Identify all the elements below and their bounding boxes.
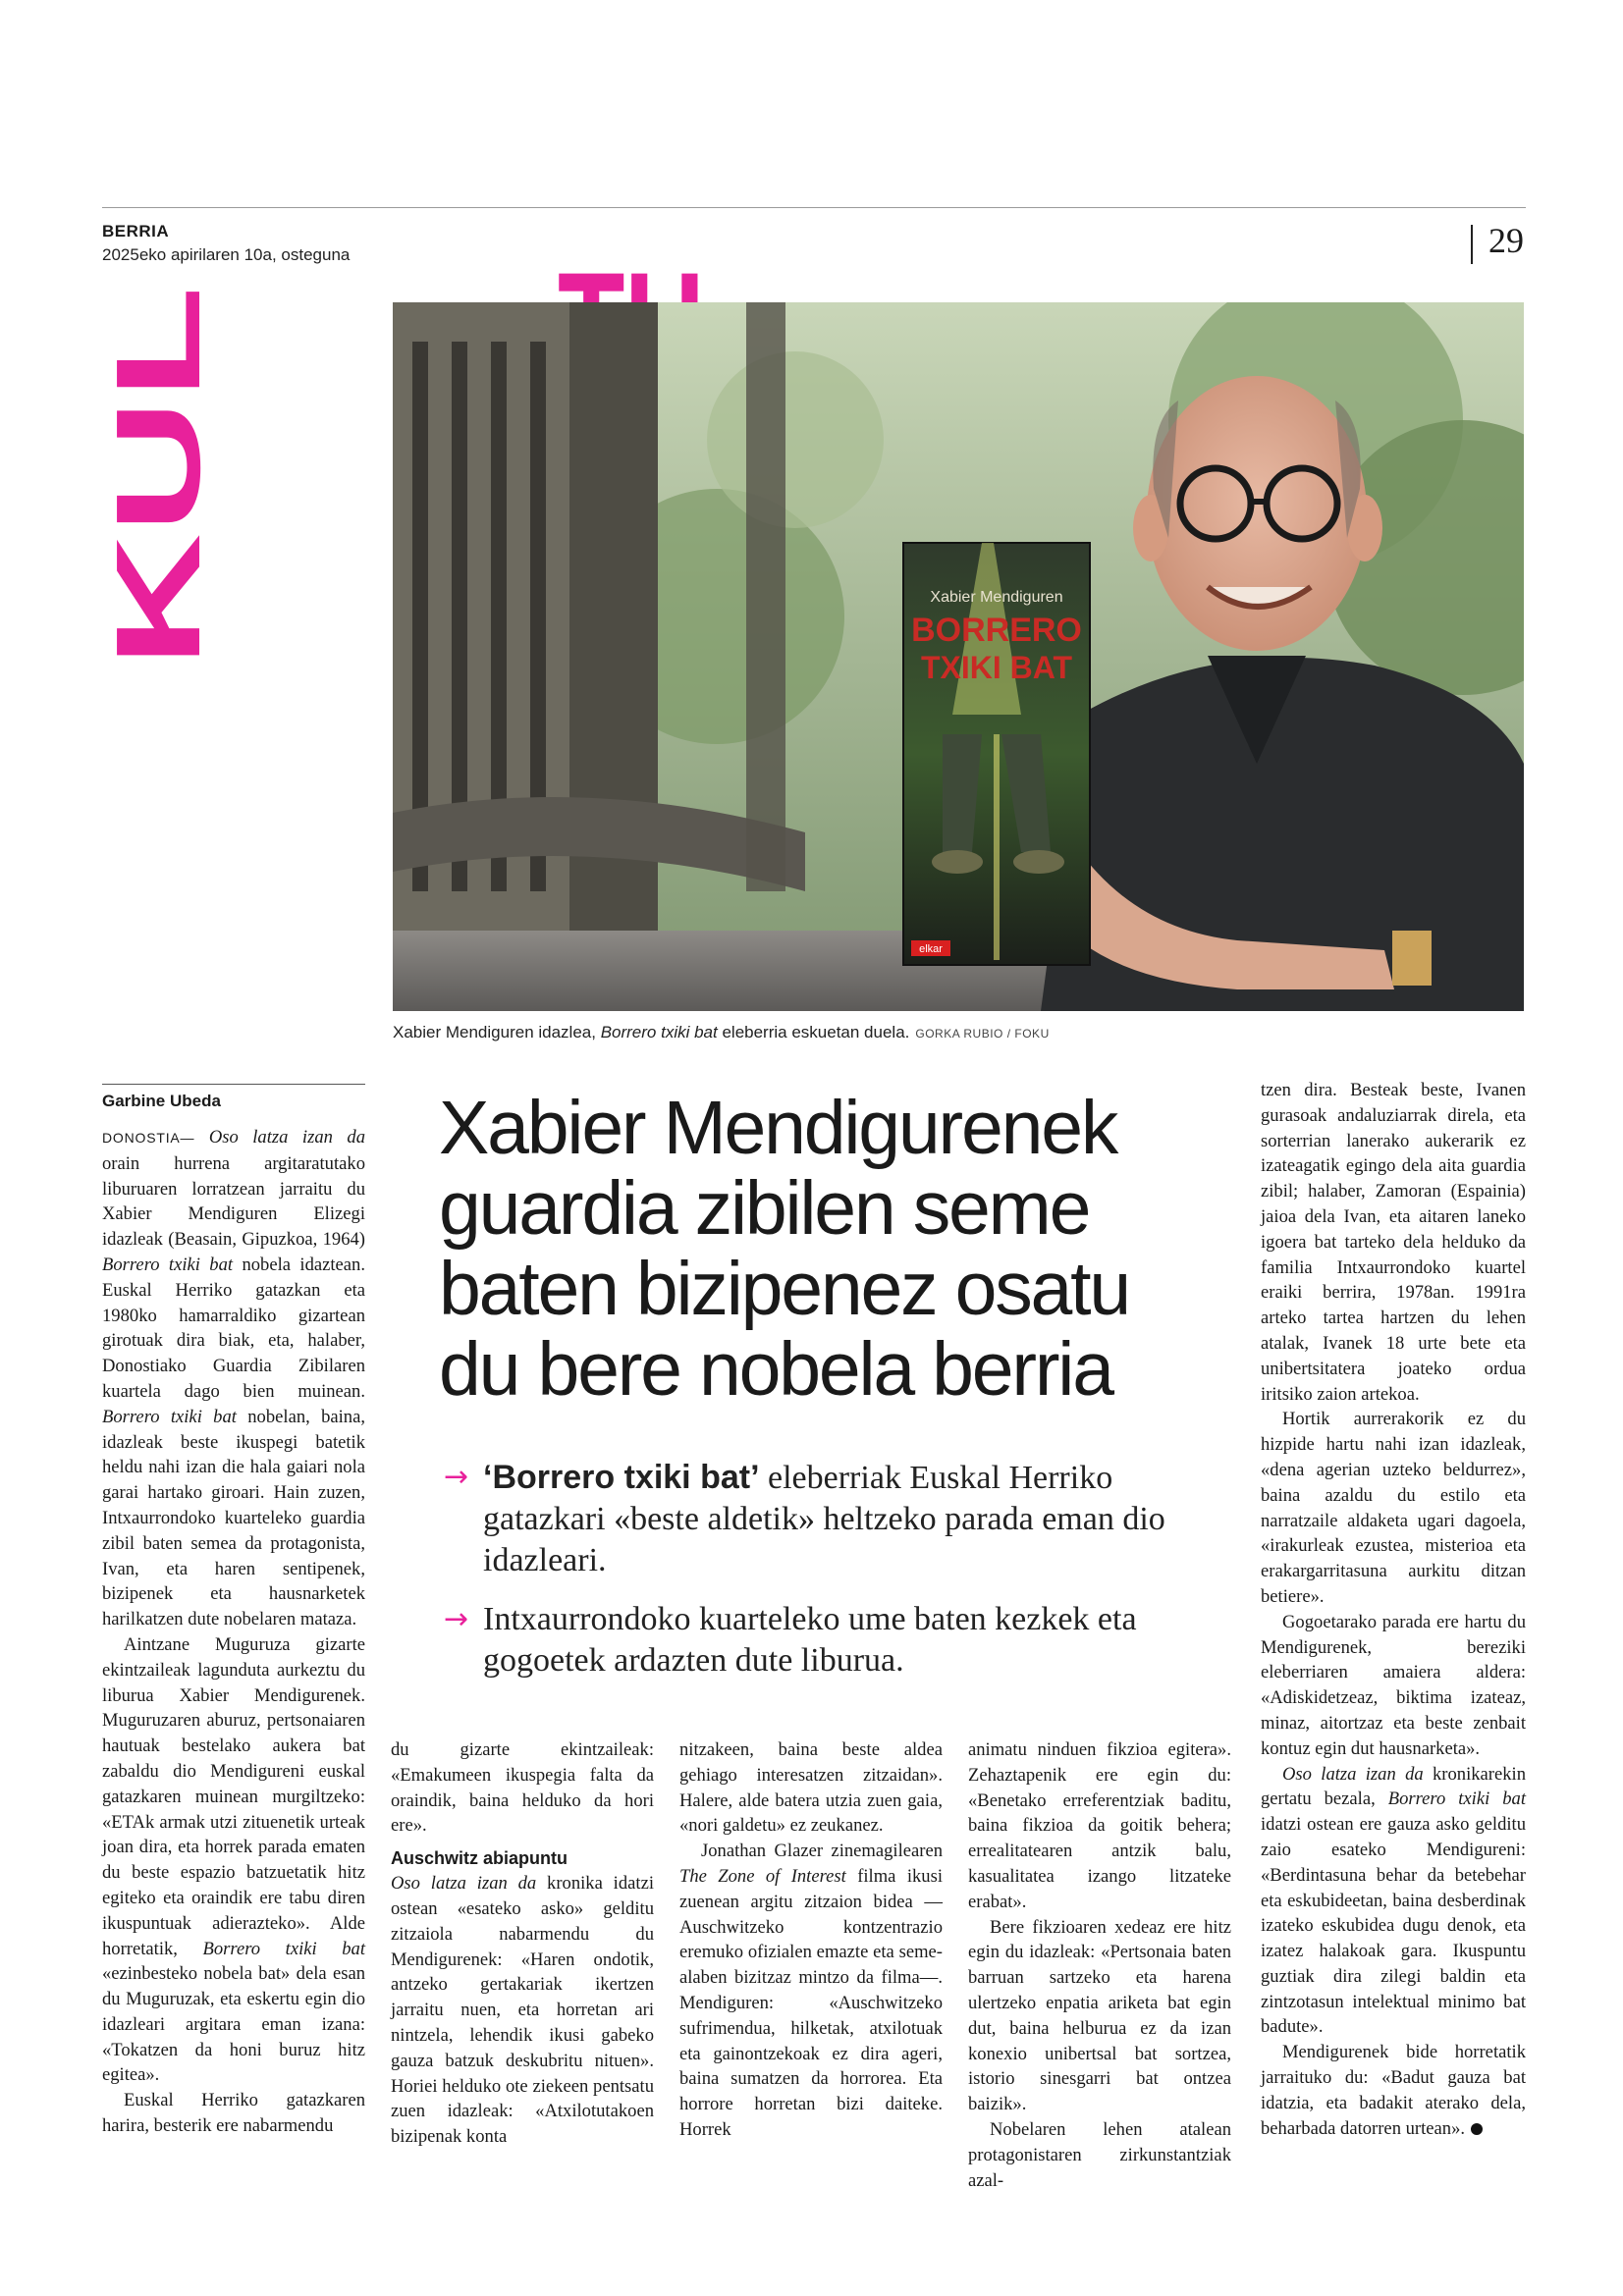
- article-paragraph: [679, 1839, 943, 2143]
- caption-book-title: Borrero txiki bat: [600, 1023, 718, 1041]
- text: filma ikusi zuenean argitu zitzaion bidea —Auschwitzeko kontzentrazio eremuko ofizialen emazte eta seme-alaben bizitzaz mintzo da filma—. Mendiguren: «Auschwitzeko sufrimendua, hilketak, atxilotuak eta gainontzekoak ez dira ageri, baina sumatzen da horrorea. Eta horrore horretan bizi daiteke. Horrek: [679, 1865, 943, 2140]
- section-title-kul: KUL: [91, 286, 225, 667]
- summary-bullet: [444, 1457, 1190, 1581]
- arrow-icon: →: [444, 1602, 469, 1636]
- text: nobelan, baina, idazleak beste ikuspegi batetik heldu nahi izan die hala gaiari nola garai hartako giroari. Hain zuzen, Intxaurrondoko kuarteleko guardia zibil baten semea da protagonista, Ivan, eta haren sentipenek, bizipenek eta hausnarketek harilkatzen dute nobelaren mataza.: [102, 1406, 365, 1630]
- article-paragraph: Gogoetarako parada ere hartu du Mendigurenek, bereziki eleberriaren amaiera aldera: «Adiskidetzeaz, biktima izateaz, minaz, aitortzaz eta beste zenbait kontuz egin dut hausnarketa».: [1261, 1611, 1526, 1759]
- text-italic: Borrero txiki bat: [102, 1406, 237, 1427]
- page-number-value: 29: [1488, 221, 1524, 260]
- text: «ezinbesteko nobela bat» dela esan du Muguruzak, eta eskertu egin dio idazleari argitara eman izana: «Tokatzen da honi buruz hitz egitea».: [102, 1963, 365, 2086]
- text: Aintzane Muguruza gizarte ekintzaileak lagunduta aurkeztu du liburua Xabier Mendigurenek. Muguruzaren aburuz, pertsonaiaren hautuak bestelako aukera bat zabaldu dio Mendigureni euskal gatazkaren muinean murgiltzeko: «ETAk armak utzi zituenetik urteak joan dira, eta horrek parada ematen du beste espazio batzuetatik hitz egiteko eta oraindik ere tabu diren ikuspuntuak adierazteko». Alde horretatik,: [102, 1633, 365, 1959]
- article-paragraph: du gizarte ekintzaileak: «Emakumeen ikuspegia falta da oraindik, baina helduko da hori ere».: [391, 1739, 654, 1837]
- photo-caption: [393, 1023, 1050, 1042]
- article-paragraph: nitzakeen, baina beste aldea gehiago interesatzen zitzaidan». Halere, alde batera utzia zuen gaia, «nori galdetu» ez zeukanez.: [679, 1739, 943, 1837]
- text: kronikarekin gertatu bezala,: [1261, 1763, 1526, 1810]
- article-paragraph: Hortik aurrerakorik ez du hizpide hartu nahi izan idazleak, «dena agerian uzteko beldurrez», baina azaldu du estilo eta narratzaile aldaketa ugari dagoela, «irakurleak ezustea, misterioa eta erakargarritasuna aurkitu ditzan betiere».: [1261, 1409, 1526, 1607]
- text: orain hurrena argitaratutako liburuaren lorratzean jarraitu du Xabier Mendiguren Elizegi idazleak (Beasain, Gipuzkoa, 1964): [102, 1152, 365, 1251]
- article-paragraph: tzen dira. Besteak beste, Ivanen gurasoak andaluziarrak direla, eta sorterrian lanerako aukerarik ez izateagatik egingo dela aita guardia zibil; halaber, Zamoran (Espainia) jaioa dela Ivan, eta aitaren laneko igoera bat tarteko dela helduko da familia Intxaurrondoko kuartel eraiki berrira, 1978an. 1991ra arteko tartea hartzen du lehen atalak, Ivanek 18 urte bete eta unibertsitatera joateko ordua iritsiko zaion artekoa.: [1261, 1080, 1526, 1405]
- text: nobela idaztean. Euskal Herriko gatazkan eta 1980ko hamarraldiko gizartean girotuak dira biak, eta, halaber, Donostiako Guardia Zibilaren kuartela dago bien muinean.: [102, 1254, 365, 1402]
- bullet-text: Intxaurrondoko kuarteleko ume baten kezkek eta gogoetek ardazten dute liburua.: [483, 1601, 1137, 1679]
- publisher-logo: elkar: [919, 943, 943, 955]
- author-photo: [393, 302, 1524, 1011]
- text-italic: Borrero txiki bat: [102, 1254, 234, 1275]
- article-paragraph: [102, 1632, 365, 2088]
- photo-credit: GORKA RUBIO / FOKU: [915, 1027, 1050, 1041]
- article-column-3: [679, 1737, 943, 2143]
- photo-illustration: [393, 302, 1524, 1011]
- article-paragraph: [102, 1125, 365, 1632]
- text-italic: Oso latza izan da: [194, 1127, 365, 1148]
- caption-text: Xabier Mendiguren idazlea,: [393, 1023, 601, 1041]
- article-paragraph: animatu ninduen fikzioa egitera». Zehaztapenik ere egin du: «Benetako erreferentziak baditu, baina fikzioa da goitik behera; errealitatearen antzik balu, kasualitatea izango litzateke erabat».: [968, 1739, 1231, 1912]
- book-author-text: Xabier Mendiguren: [930, 589, 1063, 606]
- book-title-line1: BORRERO: [911, 612, 1082, 649]
- headline: Xabier Mendigurenek guardia zibilen seme baten bizipenez osatu du bere nobela berria: [439, 1086, 1129, 1412]
- byline-rule: [102, 1084, 365, 1085]
- masthead: [102, 222, 350, 265]
- page-number-divider: [1471, 225, 1473, 264]
- article-paragraph: Bere fikzioaren xedeaz ere hitz egin du idazleak: «Pertsonaia baten barruan sartzeko eta harena ulertzeko enpatia ariketa bat egin dut, baina helburua ez da izan konexio unibertsal bat sortzea, istorio sinesgarri bat ontzea baizik».: [968, 1916, 1231, 2115]
- text-italic: The Zone of Interest: [679, 1865, 846, 1887]
- bullet-bold: ‘Borrero txiki bat’: [483, 1459, 760, 1496]
- arrow-icon: →: [444, 1460, 469, 1494]
- article-paragraph: Euskal Herriko gatazkaren harira, besterik ere nabarmendu: [102, 2090, 365, 2137]
- text: idatzi ostean ere gauza asko gelditu zaio esateko Mendigureni: «Berdintasuna behar da betebehar eta eskubideetan, baina desberdinak izateko eskubidea dugu denok, eta izatez halakoak gara. Ikuspuntu guztiak dira zilegi baldin eta zintzotasun intelektual minimo bat badute».: [1261, 1814, 1526, 2038]
- summary-bullets: [444, 1457, 1190, 1699]
- top-rule: [102, 207, 1526, 208]
- article-paragraph: [391, 1871, 654, 2150]
- article-paragraph: [1261, 2040, 1526, 2141]
- text: kronika idatzi ostean «esateko asko» gelditu zitzaiola nabarmendu du Mendigurenek: «Haren ondotik, antzeko gertakariak ikertzen jarraitu nuen, eta horretan ari nintzela, lehendik ikusi gabeko gauza batzuk deskubritu nituen». Horiei helduko ote ziekeen pentsatu zuen idazleak: «Atxilotutakoen bizipenak konta: [391, 1873, 654, 2148]
- book-title-line2: TXIKI BAT: [920, 650, 1073, 685]
- byline: Garbine Ubeda: [102, 1092, 221, 1110]
- subhead: Auschwitz abiapuntu: [391, 1848, 568, 1869]
- text-italic: Oso latza izan da: [391, 1873, 537, 1895]
- article-column-5: [1261, 1078, 1526, 2141]
- summary-bullet: [444, 1599, 1190, 1682]
- caption-text-end: eleberria eskuetan duela.: [717, 1023, 910, 1041]
- issue-date: 2025eko apirilaren 10a, osteguna: [102, 245, 351, 264]
- text: Mendigurenek bide horretatik jarraituko du: «Badut gauza bat idatzia, eta badakit aterako dela, beharbada datorren urtean».: [1261, 2042, 1526, 2139]
- article-column-4: [968, 1737, 1231, 2193]
- newspaper-name: BERRIA: [102, 222, 170, 240]
- text-italic: Borrero txiki bat: [1387, 1789, 1527, 1810]
- text: Jonathan Glazer zinemagilearen: [701, 1841, 943, 1862]
- article-paragraph: [1261, 1762, 1526, 2041]
- article-paragraph: Nobelaren lehen atalean protagonistaren zirkunstantziak azal-: [968, 2118, 1231, 2191]
- bullet-text: eleberriak Euskal Herriko gatazkari «beste aldetik» heltzeko parada eman dio idazleari.: [483, 1460, 1165, 1578]
- text-italic: Oso latza izan da: [1282, 1763, 1424, 1785]
- article-column-2: [391, 1737, 654, 2150]
- dateline: DONOSTIA—: [102, 1130, 195, 1146]
- end-of-article-mark: [1471, 2123, 1483, 2135]
- text-italic: Borrero txiki bat: [202, 1938, 366, 1959]
- article-column-1: [102, 1125, 365, 2139]
- page-number: [1471, 220, 1524, 264]
